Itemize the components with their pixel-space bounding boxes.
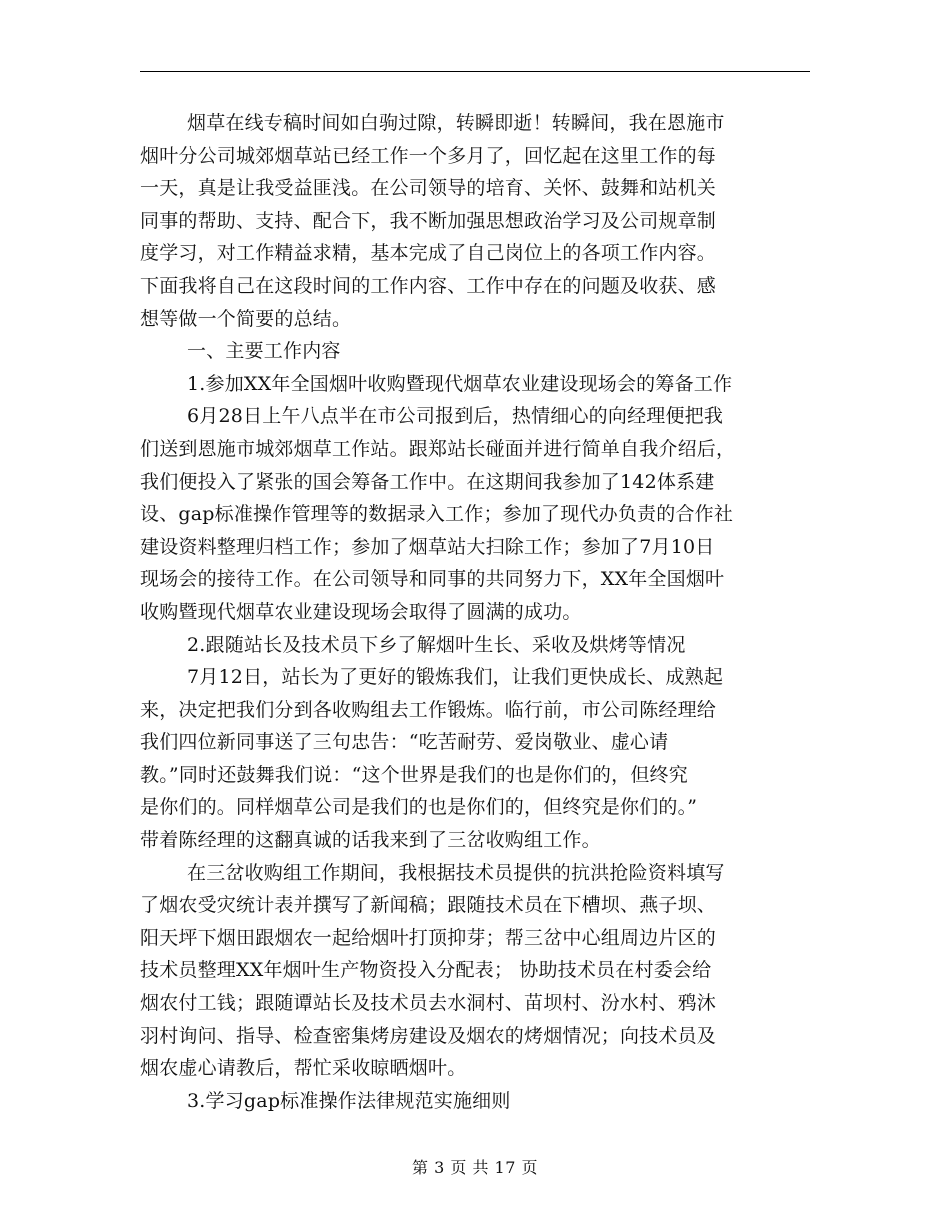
text-line: 教。”同时还鼓舞我们说：“这个世界是我们的也是你们的，但终究 [140, 763, 688, 786]
page-number-label: 第 3 页 共 17 页 [412, 1158, 538, 1177]
text-line: 阳天坪下烟田跟烟农一起给烟叶打顶抑芽；帮三岔中心组周边片区的 [140, 926, 717, 949]
text-line: 是你们的。同样烟草公司是我们的也是你们的，但终究是你们的。” [140, 796, 698, 819]
text-line: 收购暨现代烟草农业建设现场会取得了圆满的成功。 [140, 600, 582, 623]
text-line: 我们四位新同事送了三句忠告：“吃苦耐劳、爱岗敬业、虚心请 [140, 731, 669, 754]
document-body [140, 107, 810, 1117]
page-footer [0, 1155, 950, 1178]
text-line: 1.参加XX年全国烟叶收购暨现代烟草农业建设现场会的筹备工作 [187, 372, 733, 395]
text-line: 6月28日上午八点半在市公司报到后，热情细心的向经理便把我 [187, 405, 724, 428]
text-line: 一天，真是让我受益匪浅。在公司领导的培育、关怀、鼓舞和站机关 [140, 177, 717, 200]
text-line: 羽村询问、指导、检查密集烤房建设及烟农的烤烟情况；向技术员及 [140, 1024, 717, 1047]
text-line: 7月12日，站长为了更好的锻炼我们，让我们更快成长、成熟起 [187, 666, 724, 689]
text-line: 烟农虚心请教后，帮忙采收晾晒烟叶。 [140, 1057, 467, 1080]
text-line: 同事的帮助、支持、配合下，我不断加强思想政治学习及公司规章制 [140, 209, 717, 232]
text-line: 建设资料整理归档工作；参加了烟草站大扫除工作；参加了7月10日 [140, 535, 715, 558]
text-line: 我们便投入了紧张的国会筹备工作中。在这期间我参加了142体系建 [140, 470, 715, 493]
text-line: 烟叶分公司城郊烟草站已经工作一个多月了，回忆起在这里工作的每 [140, 144, 717, 167]
text-line: 想等做一个简要的总结。 [140, 307, 352, 330]
header-rule [140, 71, 810, 72]
text-line: 度学习，对工作精益求精，基本完成了自己岗位上的各项工作内容。 [140, 242, 717, 265]
text-line: 技术员整理XX年烟叶生产物资投入分配表； 协助技术员在村委会给 [140, 959, 712, 982]
text-line: 来，决定把我们分到各收购组去工作锻炼。临行前，市公司陈经理给 [140, 698, 717, 721]
text-line: 3.学习gap标准操作法律规范实施细则 [187, 1089, 511, 1112]
text-line: 了烟农受灾统计表并撰写了新闻稿；跟随技术员在下槽坝、燕子坝、 [140, 894, 717, 917]
text-line: 2.跟随站长及技术员下乡了解烟叶生长、采收及烘烤等情况 [187, 633, 686, 656]
text-line: 在三岔收购组工作期间，我根据技术员提供的抗洪抢险资料填写 [187, 861, 725, 884]
text-line: 现场会的接待工作。在公司领导和同事的共同努力下，XX年全国烟叶 [140, 568, 725, 591]
text-line: 烟农付工钱；跟随谭站长及技术员去水洞村、苗坝村、汾水村、鸦沐 [140, 992, 717, 1015]
text-line: 下面我将自己在这段时间的工作内容、工作中存在的问题及收获、感 [140, 274, 717, 297]
text-line: 设、gap标准操作管理等的数据录入工作；参加了现代办负责的合作社 [140, 503, 734, 526]
text-line: 一、主要工作内容 [187, 340, 341, 363]
text-line: 烟草在线专稿时间如白驹过隙，转瞬即逝！转瞬间，我在恩施市 [187, 112, 725, 134]
text-line: 带着陈经理的这翻真诚的话我来到了三岔收购组工作。 [140, 829, 601, 852]
text-line: 们送到恩施市城郊烟草工作站。跟郑站长碰面并进行简单自我介绍后， [140, 437, 736, 460]
